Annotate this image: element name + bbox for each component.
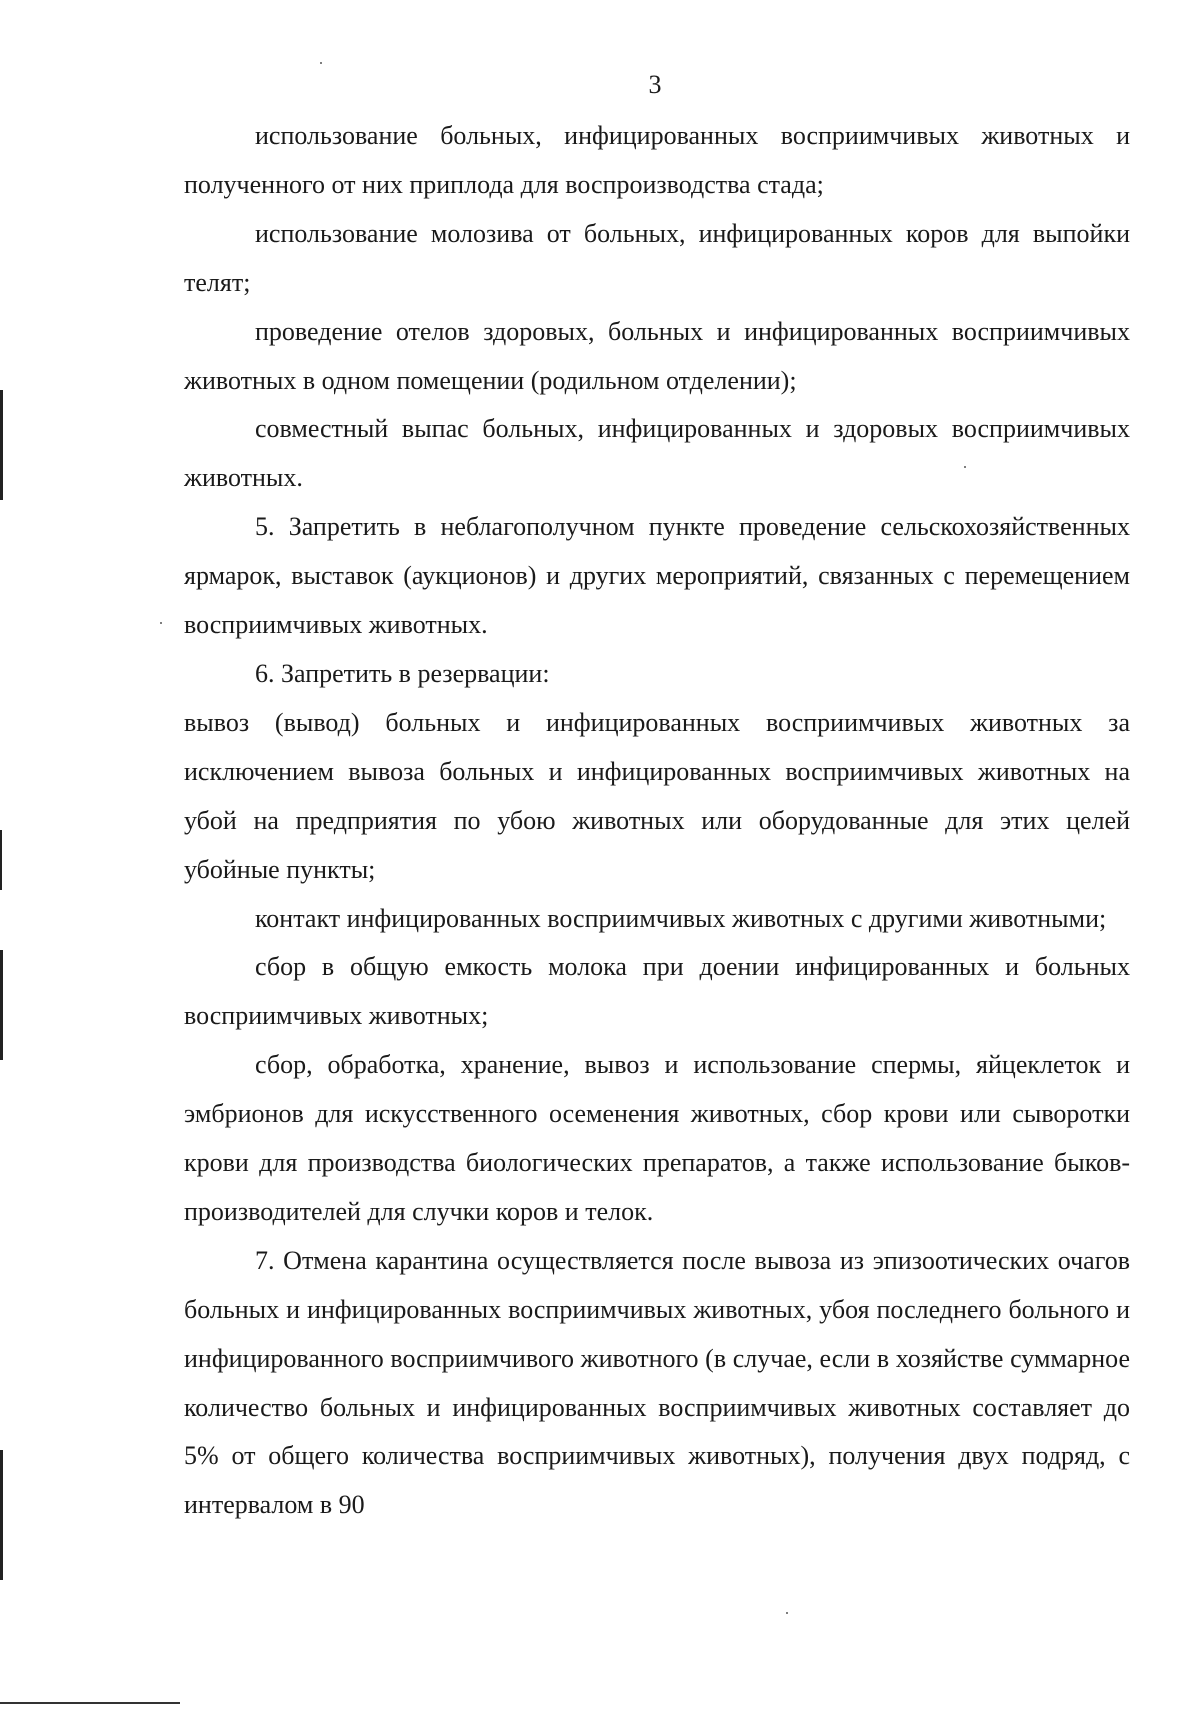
scan-edge-mark	[0, 830, 2, 890]
paragraph-5: 5. Запретить в неблагополучном пункте проведение сельскохозяйственных ярмарок, выставок (аукционов) и других мероприятий, связанных с перемещением восприимчивых животных.	[184, 512, 1130, 640]
paragraph-8: контакт инфицированных восприимчивых животных с другими животными;	[255, 903, 1107, 933]
bottom-rule	[0, 1702, 180, 1704]
page-number: 3	[648, 70, 662, 99]
paragraph-9: сбор в общую емкость молока при доении инфицированных и больных восприимчивых животных;	[184, 952, 1130, 1031]
paragraph-4: совместный выпас больных, инфицированных и здоровых восприимчивых животных.	[184, 414, 1130, 493]
scan-speck	[320, 62, 322, 64]
scan-speck	[786, 1612, 788, 1614]
paragraph-1: использование больных, инфицированных восприимчивых животных и полученного от них приплода для воспроизводства стада;	[184, 121, 1130, 199]
scan-edge-mark	[0, 390, 3, 500]
scan-speck	[160, 622, 162, 624]
paragraph-7: вывоз (вывод) больных и инфицированных восприимчивых животных за исключением вывоза больных и инфицированных восприимчивых животных на убой на предприятия по убою животных или оборудованные для этих целей убойные пункты;	[184, 707, 1130, 884]
scan-edge-mark	[0, 1450, 3, 1580]
paragraph-10: сбор, обработка, хранение, вывоз и использование спермы, яйцеклеток и эмбрионов для искусственного осеменения животных, сбор крови или сыворотки крови для производства биологических препаратов, а также использование быков-производителей для случки коров и телок.	[184, 1050, 1130, 1226]
scan-edge-mark	[0, 950, 3, 1060]
paragraph-11: 7. Отмена карантина осуществляется после вывоза из эпизоотических очагов больных и инфицированных восприимчивых животных, убоя последнего больного и инфицированного восприимчивого животного (в случае, если в хозяйстве суммарное количество больных и инфицированных восприимчивых животных составляет до 5% от общего количества восприимчивых животных), получения двух подряд, с интервалом в 90	[184, 1245, 1130, 1520]
paragraph-6-heading: 6. Запретить в резервации:	[255, 658, 550, 688]
document-body	[184, 112, 1130, 1530]
scan-speck	[964, 466, 966, 468]
paragraph-3: проведение отелов здоровых, больных и инфицированных восприимчивых животных в одном помещении (родильном отделении);	[184, 316, 1130, 395]
paragraph-2: использование молозива от больных, инфицированных коров для выпойки телят;	[184, 218, 1130, 297]
